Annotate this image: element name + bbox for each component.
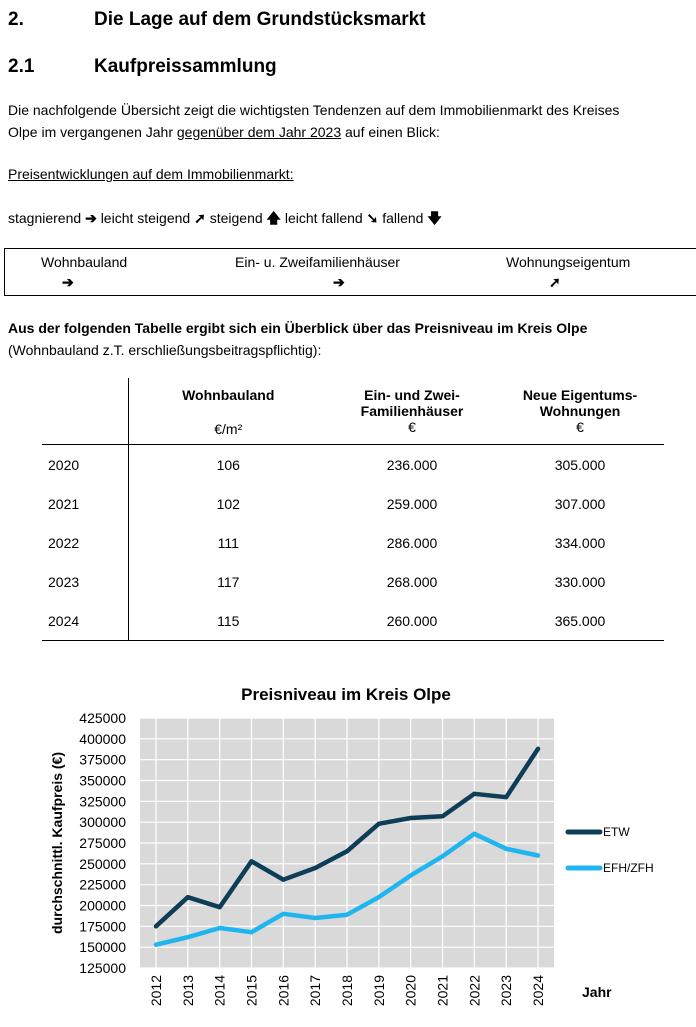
intro-text-underlined: gegenüber dem Jahr 2023 xyxy=(176,124,342,140)
x-axis-label: Jahr xyxy=(582,984,612,1000)
cell-etw: 305.000 xyxy=(554,456,606,473)
arrow-right-icon: ➔ xyxy=(62,274,74,290)
cell-etw: 365.000 xyxy=(496,601,664,641)
y-tick-label: 225000 xyxy=(79,876,126,893)
table-row xyxy=(42,445,664,485)
header-etw xyxy=(496,378,664,445)
y-axis-label: durchschnittl. Kaufpreis (€) xyxy=(49,751,65,935)
y-tick-label: 375000 xyxy=(79,751,126,768)
table-row xyxy=(42,484,664,523)
x-tick-label: 2023 xyxy=(498,975,515,1007)
table-header-row xyxy=(42,378,664,445)
x-tick-label: 2019 xyxy=(370,975,387,1007)
x-tick-label: 2014 xyxy=(211,975,228,1007)
chapter-title: Die Lage auf dem Grundstücksmarkt xyxy=(94,9,426,30)
trend-legend xyxy=(8,208,442,232)
y-tick-label: 425000 xyxy=(79,710,126,726)
y-tick-label: 325000 xyxy=(79,793,126,810)
cell-efh: 260.000 xyxy=(328,601,496,641)
section-title: Kaufpreissammlung xyxy=(94,56,277,77)
cell-wohnbauland: 111 xyxy=(217,534,239,551)
arrow-up-right-icon: ➚ xyxy=(194,210,206,226)
cell-wohnbauland: 106 xyxy=(216,456,240,473)
x-tick-label: 2017 xyxy=(307,975,324,1007)
x-tick-label: 2013 xyxy=(179,975,196,1007)
cell-efh: 259.000 xyxy=(386,495,438,512)
x-tick-label: 2022 xyxy=(466,975,483,1007)
y-tick-label: 300000 xyxy=(79,814,126,831)
cell-year: 2022 xyxy=(42,523,128,562)
y-axis-ticks xyxy=(79,710,126,976)
x-tick-label: 2012 xyxy=(148,975,164,1007)
legend-label-stagnierend: stagnierend xyxy=(8,210,82,226)
legend-label-fallend: fallend xyxy=(382,210,424,226)
table-row xyxy=(42,601,664,641)
cell-etw: 307.000 xyxy=(554,495,606,512)
legend-label: EFH/ZFH xyxy=(603,861,654,875)
cell-wohnbauland: 102 xyxy=(216,495,240,512)
price-level-chart xyxy=(0,672,696,1022)
intro-line-2 xyxy=(8,124,440,140)
cell-etw: 334.000 xyxy=(554,534,606,551)
header-label: Neue Eigentums- xyxy=(522,387,638,403)
header-label: Wohnungen xyxy=(539,403,621,419)
table-intro-normal: (Wohnbauland z.T. erschließungsbeitragspflichtig): xyxy=(8,342,322,358)
x-tick-label: 2015 xyxy=(243,975,260,1007)
header-label: Ein- und Zwei- xyxy=(364,387,460,403)
y-tick-label: 125000 xyxy=(79,960,126,976)
y-tick-label: 275000 xyxy=(79,835,126,851)
arrow-down-right-icon: ➘ xyxy=(366,210,379,226)
y-tick-label: 175000 xyxy=(79,918,126,935)
price-table xyxy=(42,378,664,641)
cell-efh: 268.000 xyxy=(386,573,438,590)
arrow-down-icon: 🡇 xyxy=(427,210,442,226)
arrow-up-icon: 🡅 xyxy=(266,210,281,226)
y-tick-label: 250000 xyxy=(79,855,126,872)
arrow-right-icon: ➔ xyxy=(333,274,345,290)
arrow-up-right-icon: ➚ xyxy=(549,274,561,290)
intro-line-1: Die nachfolgende Übersicht zeigt die wichtigsten Tendenzen auf dem Immobilienmarkt des Kreises xyxy=(8,102,620,118)
trend-label-efh: Ein- u. Zweifamilienhäuser xyxy=(235,254,400,270)
trend-label-wohnungseigentum: Wohnungseigentum xyxy=(506,254,631,270)
legend-label-leicht-fallend: leicht fallend xyxy=(284,210,363,226)
x-tick-label: 2020 xyxy=(402,975,419,1007)
header-unit: € xyxy=(576,419,584,435)
header-unit: €/m² xyxy=(214,421,243,437)
x-tick-label: 2021 xyxy=(434,975,451,1007)
cell-year: 2023 xyxy=(42,562,128,601)
x-tick-label: 2016 xyxy=(275,975,292,1007)
header-label: Familienhäuser xyxy=(360,403,464,419)
x-axis-ticks xyxy=(148,975,546,1006)
legend-label: ETW xyxy=(603,825,630,839)
legend-label-leicht-steigend: leicht steigend xyxy=(100,210,191,226)
y-tick-label: 350000 xyxy=(79,772,126,789)
cell-year: 2021 xyxy=(42,484,128,523)
cell-wohnbauland: 117 xyxy=(217,573,240,590)
header-year xyxy=(42,378,128,445)
y-tick-label: 400000 xyxy=(79,730,126,747)
intro-text-a: Olpe im vergangenen Jahr xyxy=(8,124,177,140)
y-tick-label: 200000 xyxy=(79,897,126,914)
chapter-number: 2. xyxy=(8,9,24,30)
cell-wohnbauland: 115 xyxy=(128,601,328,641)
x-tick-label: 2024 xyxy=(530,975,546,1007)
legend-title: Preisentwicklungen auf dem Immobilienmarkt: xyxy=(8,166,294,182)
x-tick-label: 2018 xyxy=(339,975,355,1007)
table-row xyxy=(42,523,664,562)
header-unit: € xyxy=(408,419,416,435)
section-number: 2.1 xyxy=(8,56,35,77)
cell-efh: 286.000 xyxy=(386,534,438,551)
y-tick-label: 150000 xyxy=(79,939,126,956)
legend-label-steigend: steigend xyxy=(209,210,263,226)
chart-title: Preisniveau im Kreis Olpe xyxy=(241,685,451,704)
intro-text-b: auf einen Blick: xyxy=(341,124,440,140)
header-efh xyxy=(328,378,496,445)
header-wohnbauland xyxy=(128,378,328,445)
table-intro-bold: Aus der folgenden Tabelle ergibt sich ein Überblick über das Preisniveau im Kreis Olpe xyxy=(8,320,588,336)
table-row xyxy=(42,562,664,601)
header-label: Wohnbauland xyxy=(182,387,275,403)
chart-legend xyxy=(568,825,654,875)
cell-year: 2020 xyxy=(42,445,128,485)
cell-efh: 236.000 xyxy=(386,456,438,473)
cell-year: 2024 xyxy=(42,601,128,641)
cell-etw: 330.000 xyxy=(554,573,606,590)
trend-label-wohnbauland: Wohnbauland xyxy=(41,254,128,270)
arrow-right-icon: ➔ xyxy=(85,210,97,226)
